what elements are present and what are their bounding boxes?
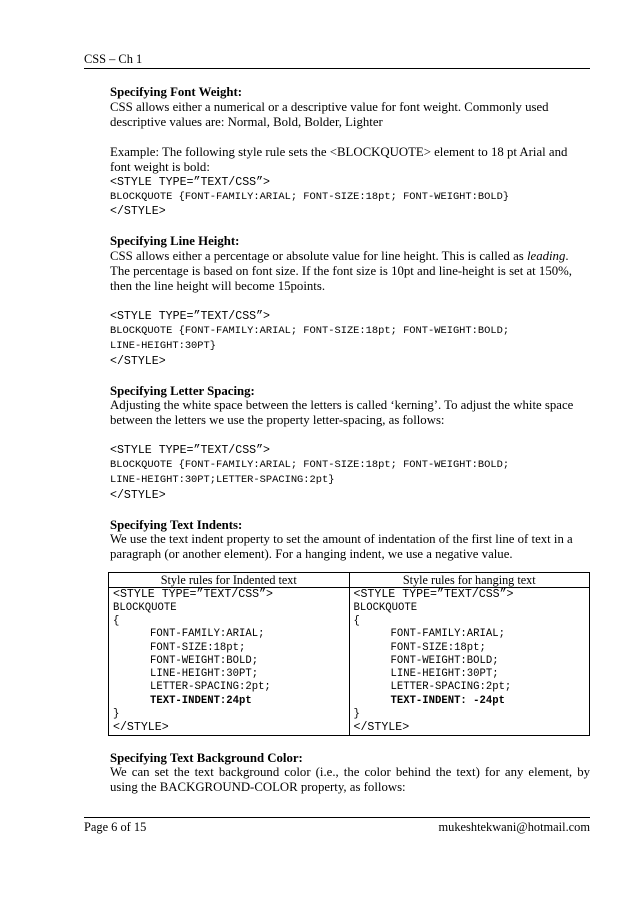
font-weight-example-paragraph: Example: The following style rule sets the <BLOCKQUOTE> element to 18 pt Arial and font weight is bold: bbox=[110, 144, 568, 174]
code-line: FONT-WEIGHT:BOLD; bbox=[150, 654, 259, 667]
code-line: </STYLE> bbox=[110, 354, 166, 368]
code-line: BLOCKQUOTE bbox=[353, 601, 418, 614]
code-line: FONT-FAMILY:ARIAL; bbox=[150, 628, 265, 641]
footer-divider bbox=[84, 817, 590, 818]
leading-term: leading bbox=[526, 248, 566, 263]
code-line: LINE-HEIGHT:30PT; bbox=[390, 668, 499, 681]
section-heading-line-height: Specifying Line Height: bbox=[110, 234, 240, 249]
code-line: LETTER-SPACING:2pt; bbox=[150, 681, 271, 694]
line-height-paragraph: CSS allows either a percentage or absolute value for line height. This is called as leading. The percentage is based on font size. If the font size is 10pt and line-height is set at 150%, then the line height will become 15points. bbox=[110, 248, 572, 293]
code-line: </STYLE> bbox=[113, 721, 169, 735]
author-email: mukeshtekwani@hotmail.com bbox=[438, 820, 590, 834]
section-heading-font-weight: Specifying Font Weight: bbox=[110, 85, 243, 99]
code-line: <STYLE TYPE=”TEXT/CSS”> bbox=[110, 444, 271, 458]
code-line: { bbox=[353, 614, 360, 627]
code-line: BLOCKQUOTE {FONT-FAMILY:ARIAL; FONT-SIZE:18pt; FONT-WEIGHT:BOLD; bbox=[110, 459, 510, 472]
code-line: LINE-HEIGHT:30PT;LETTER-SPACING:2pt} bbox=[110, 473, 335, 486]
page-content bbox=[110, 85, 590, 795]
section-heading-text-indents: Specifying Text Indents: bbox=[110, 517, 243, 532]
code-line-text-indent: TEXT-INDENT: -24pt bbox=[390, 694, 505, 707]
table-cell-hanging bbox=[349, 588, 590, 735]
code-line: { bbox=[113, 614, 120, 627]
header-divider bbox=[84, 68, 590, 69]
code-line: <STYLE TYPE=”TEXT/CSS”> bbox=[110, 309, 271, 323]
code-line: FONT-SIZE:18pt; bbox=[150, 641, 246, 654]
code-line: } bbox=[353, 708, 360, 721]
table-header-row bbox=[109, 573, 590, 588]
code-line: <STYLE TYPE=”TEXT/CSS”> bbox=[353, 588, 514, 602]
page-header-title: CSS – Ch 1 bbox=[84, 52, 143, 66]
code-line: </STYLE> bbox=[353, 721, 410, 735]
table-header-indented: Style rules for Indented text bbox=[109, 573, 350, 588]
table-header-hanging: Style rules for hanging text bbox=[349, 573, 590, 588]
code-line: </STYLE> bbox=[110, 205, 166, 219]
code-line-text-indent: TEXT-INDENT:24pt bbox=[150, 694, 252, 707]
code-line: FONT-FAMILY:ARIAL; bbox=[390, 628, 505, 641]
code-line: } bbox=[113, 708, 120, 721]
code-line: <STYLE TYPE=”TEXT/CSS”> bbox=[113, 588, 274, 602]
background-color-paragraph: We can set the text background color (i.e., the color behind the text) for any element, by using the BACKGROUND-COLOR property, as follows: bbox=[110, 765, 590, 795]
code-line: LINE-HEIGHT:30PT; bbox=[150, 668, 259, 681]
letter-spacing-paragraph: Adjusting the white space between the letters is called ‘kerning’. To adjust the white space between the letters we use the property letter-spacing, as follows: bbox=[110, 398, 574, 428]
style-rules-table bbox=[108, 572, 590, 735]
code-line: <STYLE TYPE=”TEXT/CSS”> bbox=[110, 175, 271, 189]
code-line: FONT-SIZE:18pt; bbox=[390, 641, 486, 654]
code-line: BLOCKQUOTE {FONT-FAMILY:ARIAL; FONT-SIZE:18pt; FONT-WEIGHT:BOLD} bbox=[110, 190, 510, 203]
code-line: FONT-WEIGHT:BOLD; bbox=[390, 654, 499, 667]
page-number: Page 6 of 15 bbox=[84, 820, 147, 834]
code-line: BLOCKQUOTE bbox=[113, 601, 177, 614]
code-line: BLOCKQUOTE {FONT-FAMILY:ARIAL; FONT-SIZE:18pt; FONT-WEIGHT:BOLD; bbox=[110, 324, 510, 337]
code-line: </STYLE> bbox=[110, 488, 166, 502]
table-row bbox=[109, 588, 590, 735]
table-cell-indented bbox=[109, 588, 350, 735]
code-line: LINE-HEIGHT:30PT} bbox=[110, 339, 217, 352]
section-heading-background-color: Specifying Text Background Color: bbox=[110, 750, 303, 765]
text-indents-paragraph: We use the text indent property to set the amount of indentation of the first line of text in a paragraph (or another element). For a hanging indent, we use a negative value. bbox=[110, 532, 573, 562]
code-line: LETTER-SPACING:2pt; bbox=[390, 681, 512, 694]
section-heading-letter-spacing: Specifying Letter Spacing: bbox=[110, 383, 255, 398]
font-weight-paragraph: CSS allows either a numerical or a descriptive value for font weight. Commonly used descriptive values are: Normal, Bold, Bolder, Lighter bbox=[110, 99, 549, 129]
